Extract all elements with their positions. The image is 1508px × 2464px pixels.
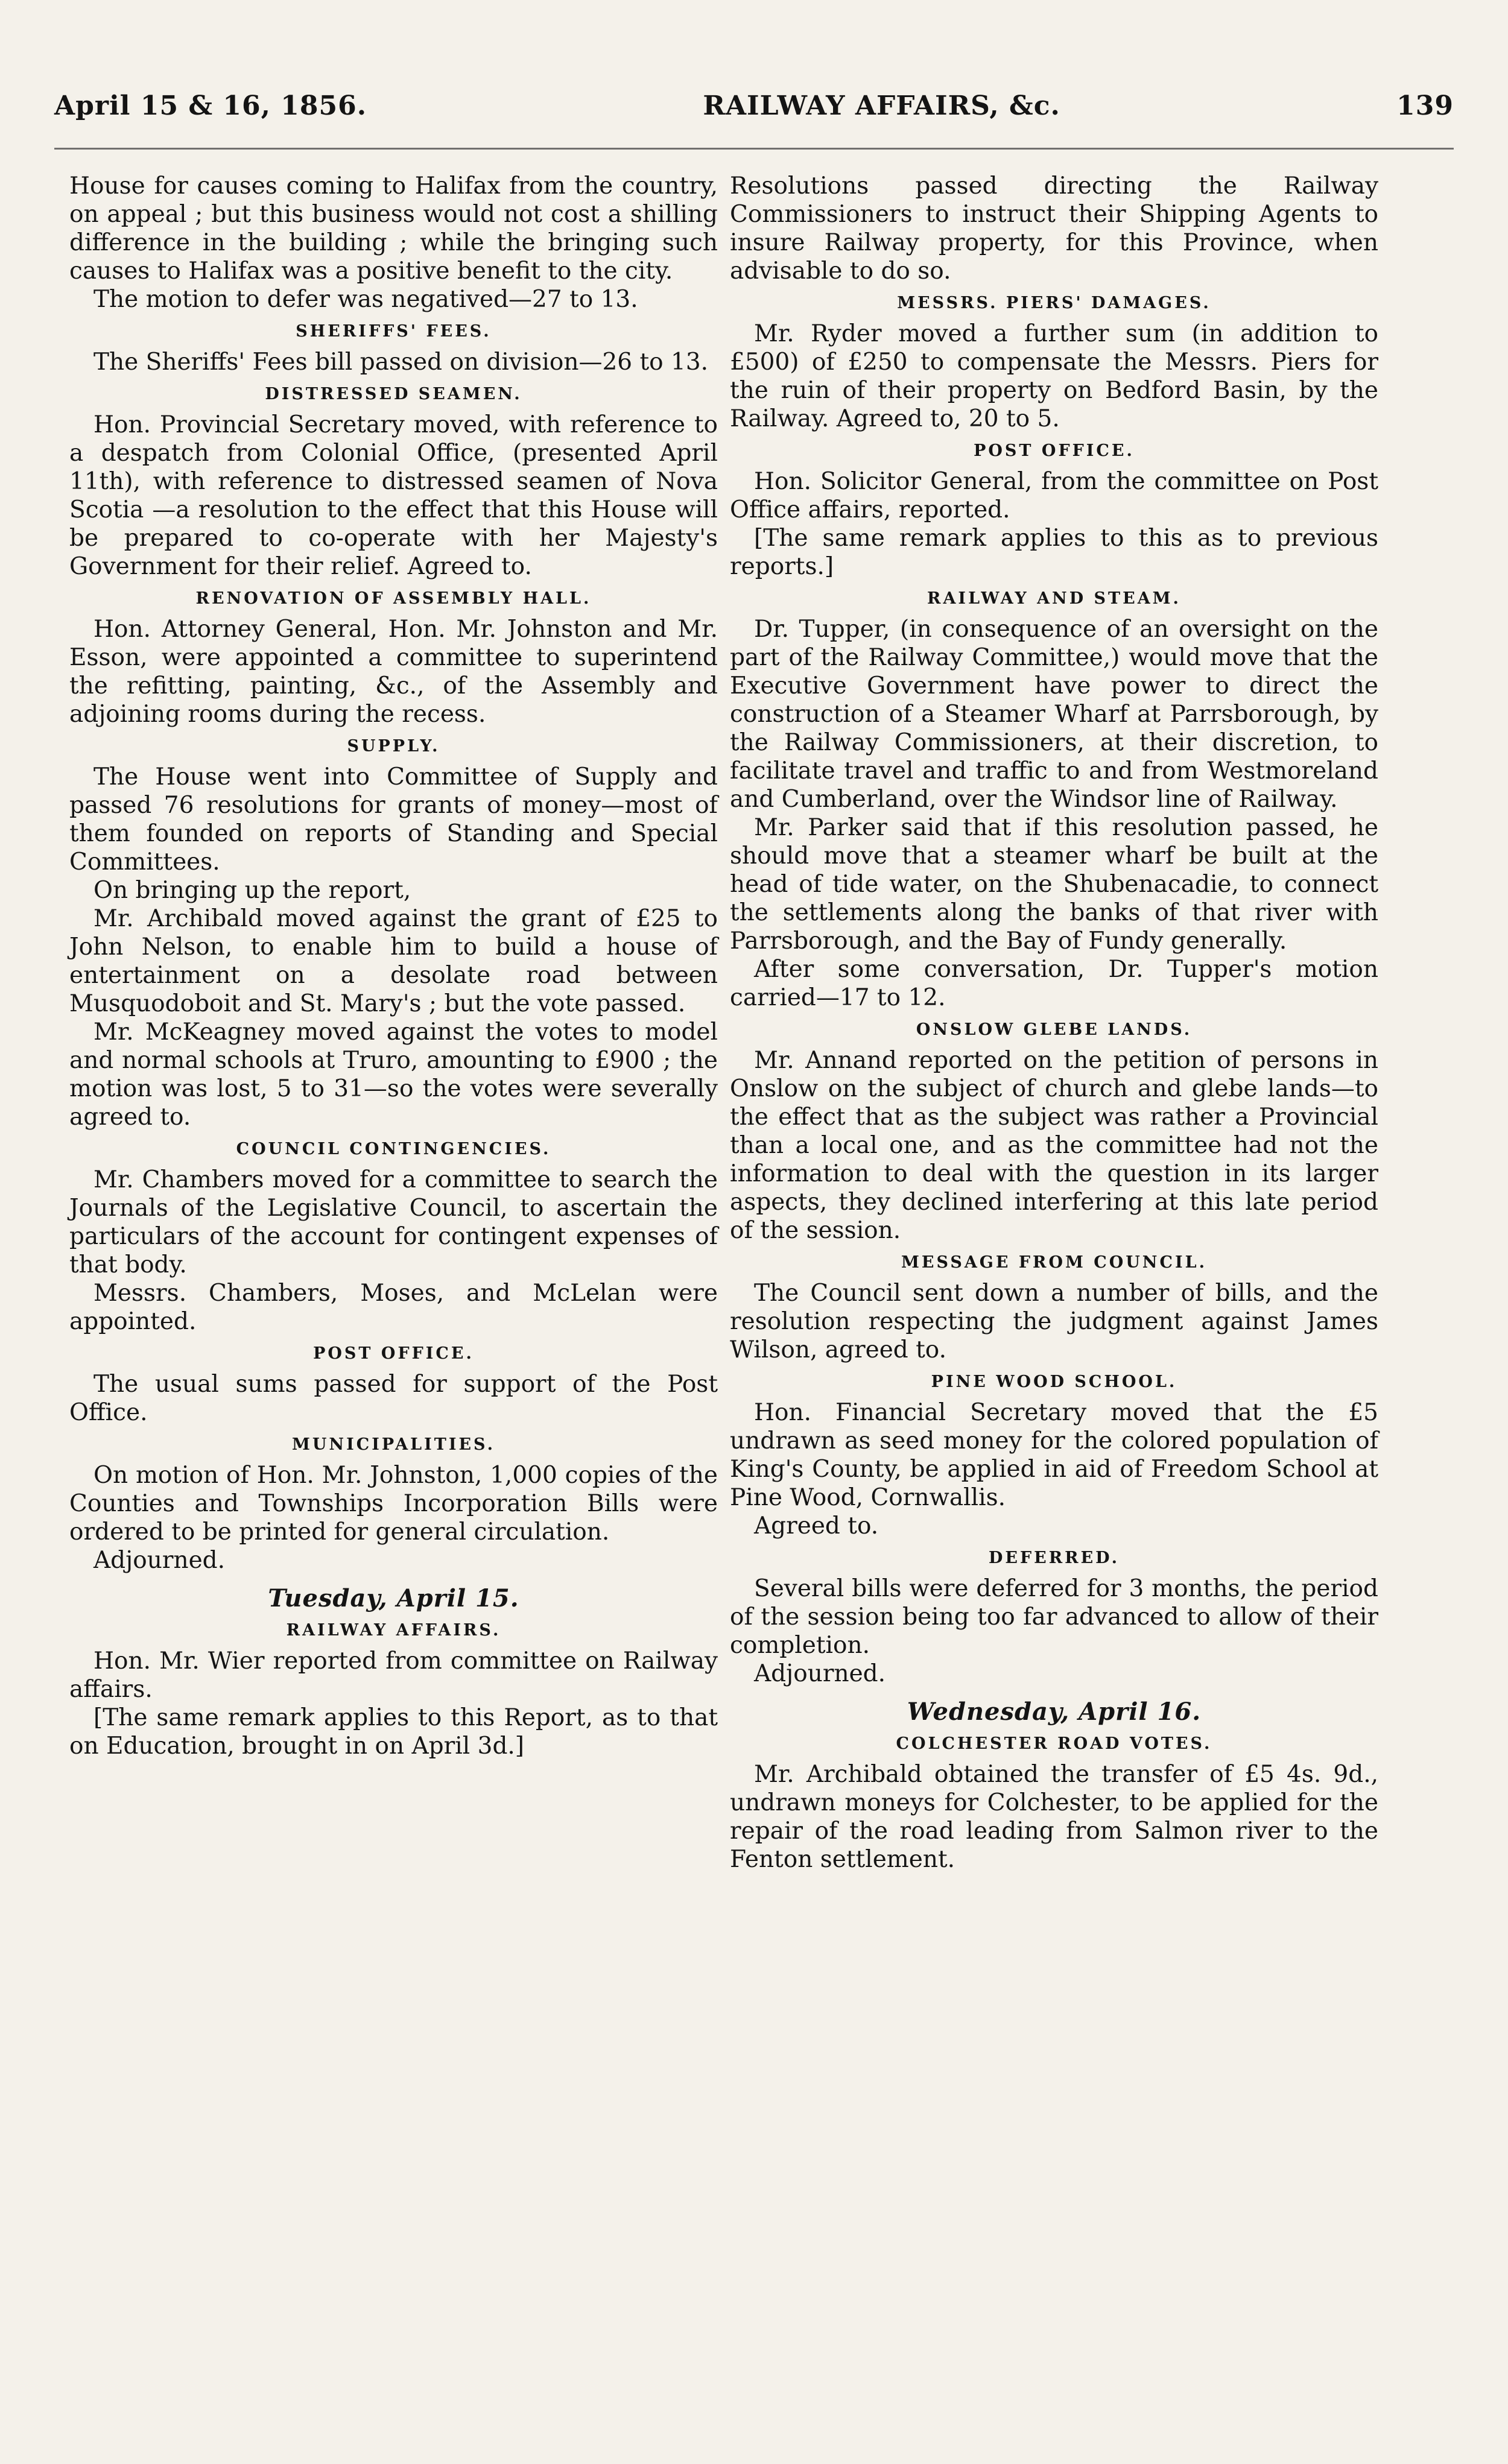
paragraph: After some conversation, Dr. Tupper's motion carried—17 to 12.: [730, 956, 1378, 1011]
section-heading: POST OFFICE.: [313, 1344, 474, 1363]
paragraph: The Sheriffs' Fees bill passed on division—26 to 13.: [93, 349, 709, 376]
paragraph: Mr. Archibald moved against the grant of £25 to John Nelson, to enable him to build a house of entertainment on a desolate road between Musquodoboit and St. Mary's ; but the vote passed.: [69, 905, 718, 1017]
section-heading: SUPPLY.: [347, 737, 440, 756]
paragraph: The House went into Committee of Supply and passed 76 resolutions for grants of money—most of them founded on reports of Standing and Special Committees.: [69, 763, 718, 876]
section-heading: DEFERRED.: [988, 1549, 1120, 1567]
paragraph: Resolutions passed directing the Railway Commissioners to instruct their Shipping Agents to insure Railway property, for this Province, when advisable to do so.: [730, 172, 1378, 285]
section-heading: POST OFFICE.: [974, 441, 1135, 460]
paragraph: On motion of Hon. Mr. Johnston, 1,000 copies of the Counties and Townships Incorporation Bills were ordered to be printed for general circulation.: [69, 1462, 718, 1546]
section-heading: MUNICIPALITIES.: [291, 1435, 495, 1454]
paragraph: Hon. Solicitor General, from the committee on Post Office affairs, reported.: [730, 468, 1378, 523]
section-heading: RENOVATION OF ASSEMBLY HALL.: [195, 589, 592, 608]
paragraph: [The same remark applies to this as to previous reports.]: [730, 525, 1378, 580]
paragraph: Mr. McKeagney moved against the votes to model and normal schools at Truro, amounting to £900 ; the motion was lost, 5 to 31—so the votes were severally agreed to.: [69, 1019, 718, 1131]
paragraph: Hon. Mr. Wier reported from committee on Railway affairs.: [69, 1647, 718, 1703]
section-heading: COUNCIL CONTINGENCIES.: [236, 1140, 551, 1158]
paragraph: The motion to defer was negatived—27 to 13.: [93, 286, 638, 313]
section-heading: ONSLOW GLEBE LANDS.: [916, 1020, 1193, 1039]
date-heading: Tuesday, April 15.: [268, 1584, 519, 1613]
section-heading: MESSAGE FROM COUNCIL.: [901, 1253, 1207, 1272]
section-heading: DISTRESSED SEAMEN.: [265, 385, 522, 403]
right-column: [730, 172, 1378, 1874]
paragraph: The Council sent down a number of bills, and the resolution respecting the judgment against James Wilson, agreed to.: [730, 1280, 1378, 1363]
page-number: 139: [1396, 90, 1454, 121]
paragraph: [The same remark applies to this Report, as to that on Education, brought in on April 3d.]: [69, 1704, 718, 1760]
paragraph: Hon. Attorney General, Hon. Mr. Johnston and Mr. Esson, were appointed a committee to superintend the refitting, painting, &c., of the Assembly and adjoining rooms during the recess.: [69, 616, 718, 728]
paragraph: Several bills were deferred for 3 months, the period of the session being too far advanced to allow of their completion.: [730, 1575, 1378, 1659]
section-heading: MESSRS. PIERS' DAMAGES.: [897, 294, 1211, 312]
section-heading: RAILWAY AND STEAM.: [927, 589, 1181, 608]
paragraph: Mr. Archibald obtained the transfer of £5 4s. 9d., undrawn moneys for Colchester, to be applied for the repair of the road leading from Salmon river to the Fenton settlement.: [730, 1761, 1378, 1873]
header-rule: [54, 148, 1454, 150]
paragraph: Adjourned.: [754, 1660, 886, 1687]
section-heading: SHERIFFS' FEES.: [296, 322, 492, 341]
date-heading: Wednesday, April 16.: [907, 1698, 1202, 1726]
header-title: RAILWAY AFFAIRS, &c.: [703, 90, 1060, 121]
paragraph: Hon. Financial Secretary moved that the £5 undrawn as seed money for the colored population of King's County, be applied in aid of Freedom School at Pine Wood, Cornwallis.: [730, 1399, 1378, 1511]
section-heading: PINE WOOD SCHOOL.: [931, 1373, 1177, 1391]
paragraph: Agreed to.: [754, 1512, 879, 1540]
paragraph: Mr. Annand reported on the petition of persons in Onslow on the subject of church and glebe lands—to the effect that as the subject was rather a Provincial than a local one, and as the committee had not the information to deal with the question in its larger aspects, they declined interfering at this late period of the session.: [730, 1047, 1378, 1244]
paragraph: The usual sums passed for support of the Post Office.: [69, 1371, 718, 1426]
section-heading: RAILWAY AFFAIRS.: [286, 1621, 501, 1640]
paragraph: On bringing up the report,: [93, 877, 411, 904]
header-date: April 15 & 16, 1856.: [54, 90, 367, 121]
paragraph: Mr. Parker said that if this resolution passed, he should move that a steamer wharf be built at the head of tide water, on the Shubenacadie, to connect the settlements along the banks of that river with Parrsborough, and the Bay of Fundy generally.: [730, 814, 1378, 955]
left-column: [69, 172, 718, 1760]
paragraph: House for causes coming to Halifax from the country, on appeal ; but this business would not cost a shilling difference in the building ; while the bringing such causes to Halifax was a positive benefit to the city.: [69, 172, 718, 285]
section-heading: COLCHESTER ROAD VOTES.: [896, 1734, 1212, 1753]
paragraph: Mr. Ryder moved a further sum (in addition to £500) of £250 to compensate the Messrs. Piers for the ruin of their property on Bedford Basin, by the Railway. Agreed to, 20 to 5.: [730, 320, 1378, 432]
page-header: [54, 90, 1454, 139]
paragraph: Messrs. Chambers, Moses, and McLelan were appointed.: [69, 1280, 718, 1335]
paragraph: Dr. Tupper, (in consequence of an oversight on the part of the Railway Committee,) would move that the Executive Government have power to direct the construction of a Steamer Wharf at Parrsborough, by the Railway Commissioners, at their discretion, to facilitate travel and traffic to and from Westmoreland and Cumberland, over the Windsor line of Railway.: [730, 616, 1378, 813]
paragraph: Hon. Provincial Secretary moved, with reference to a despatch from Colonial Office, (presented April 11th), with reference to distressed seamen of Nova Scotia —a resolution to the effect that this House will be prepared to co-operate with her Majesty's Government for their relief. Agreed to.: [69, 411, 718, 580]
paragraph: Mr. Chambers moved for a committee to search the Journals of the Legislative Council, to ascertain the particulars of the account for contingent expenses of that body.: [69, 1166, 718, 1278]
paragraph: Adjourned.: [93, 1547, 226, 1574]
